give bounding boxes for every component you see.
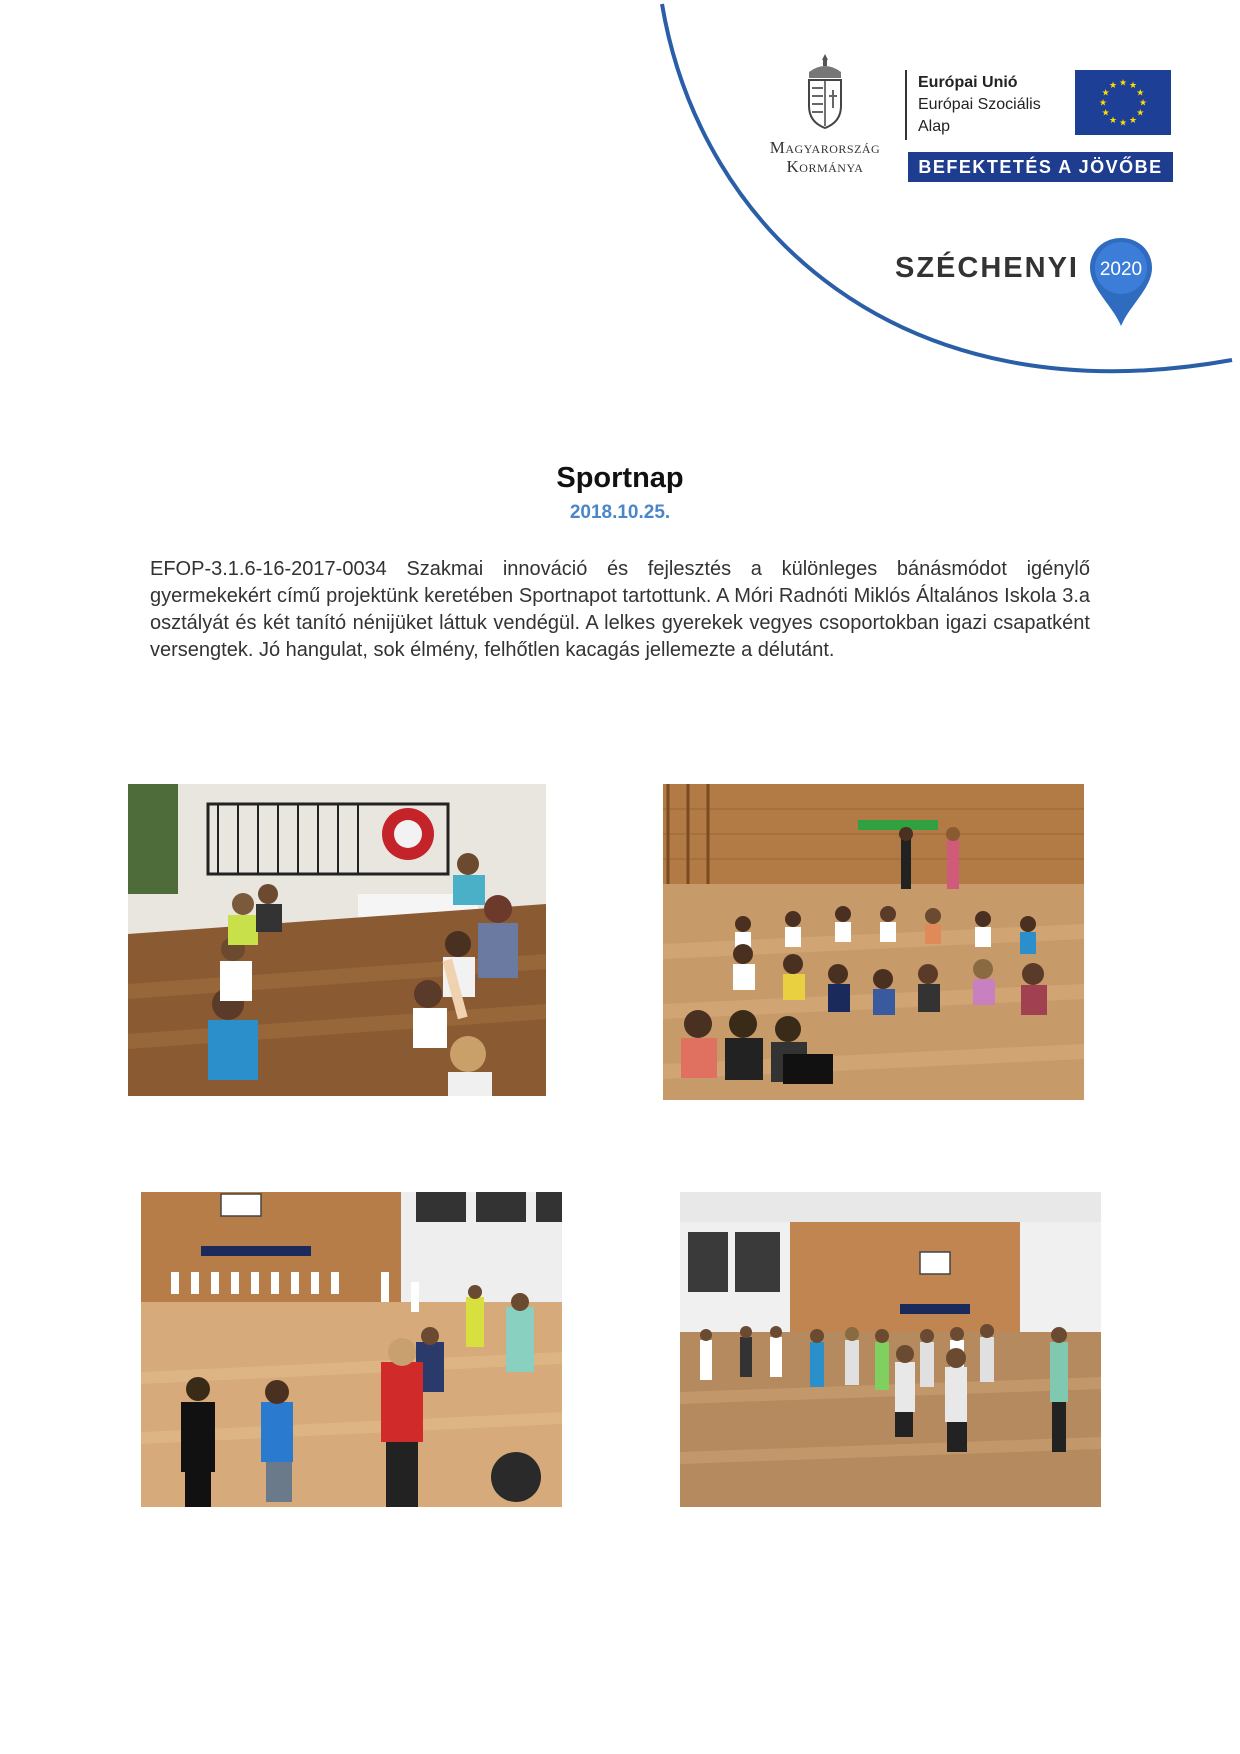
eu-star-icon: ★ <box>1118 117 1128 128</box>
eu-star-icon: ★ <box>1136 107 1145 118</box>
photo-children-sitting-in-circle <box>663 784 1084 1100</box>
eu-star-icon: ★ <box>1128 114 1138 125</box>
coat-of-arms-icon <box>803 52 847 132</box>
body-paragraph: EFOP-3.1.6-16-2017-0034 Szakmai innováció és fejlesztés a különleges bánásmódot igénylő gyermekekért című projektünk keretében Sportnapot tartottunk. A Móri Radnóti Miklós Általános Iskola 3.a osztályát és két tanító nénijüket láttuk vendégül. A lelkes gyerekek vegyes csoportokban igazi csapatként versengtek. Jó hangulat, sok élmény, felhőtlen kacagás jellemezte a délutánt. <box>150 558 1090 661</box>
eu-line1: Európai Unió <box>918 74 1018 91</box>
page-title: Sportnap <box>556 462 684 494</box>
eu-star-icon: ★ <box>1098 97 1108 108</box>
government-logo <box>755 52 895 187</box>
logo-divider <box>905 70 907 140</box>
eu-star-icon: ★ <box>1101 87 1110 98</box>
photo-children-standing-in-circle <box>141 1192 562 1507</box>
eu-star-icon: ★ <box>1136 87 1145 98</box>
szechenyi-year: 2020 <box>1099 259 1143 280</box>
event-date: 2018.10.25. <box>569 502 671 523</box>
eu-star-icon: ★ <box>1138 97 1148 108</box>
eu-star-icon: ★ <box>1108 114 1118 125</box>
decorative-arc <box>0 0 1240 420</box>
szechenyi-pin-icon <box>1088 236 1154 328</box>
szechenyi-logo-text: SZÉCHENYI <box>895 252 1079 284</box>
eu-star-icon: ★ <box>1101 107 1110 118</box>
photo-children-exercising <box>680 1192 1101 1507</box>
photo-children-sitting-in-row <box>128 784 546 1096</box>
eu-fund-text <box>918 72 1041 138</box>
eu-flag-icon <box>1075 70 1171 135</box>
government-name-line1: Magyarország <box>769 138 881 157</box>
eu-star-icon: ★ <box>1108 80 1118 91</box>
government-name-line2: Kormánya <box>786 157 864 176</box>
eu-star-icon: ★ <box>1118 77 1128 88</box>
eu-line2: Európai Szociális <box>918 96 1041 113</box>
slogan-banner: BEFEKTETÉS A JÖVŐBE <box>908 152 1173 182</box>
eu-star-icon: ★ <box>1128 80 1138 91</box>
eu-line3: Alap <box>918 118 951 135</box>
